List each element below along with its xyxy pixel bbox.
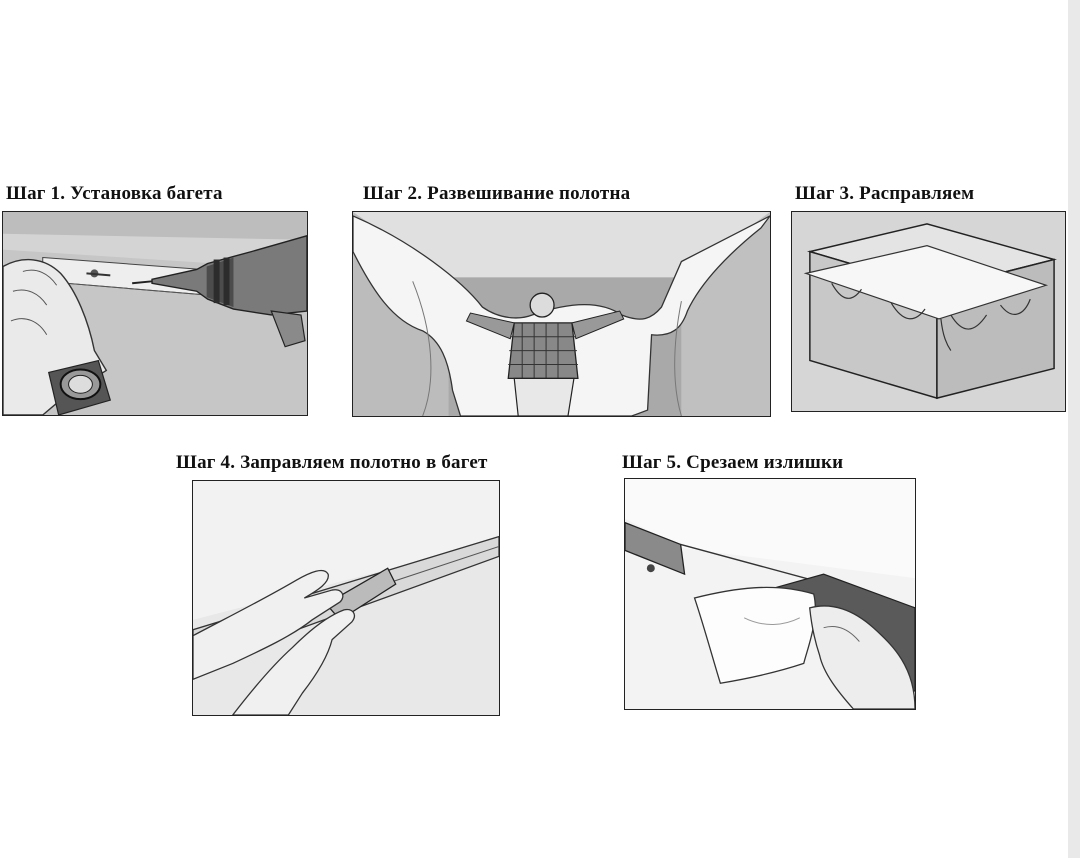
step-3-title: Шаг 3. Расправляем <box>795 183 975 204</box>
step-4-illustration <box>192 480 500 716</box>
step-3-illustration <box>791 211 1066 412</box>
step-2-title: Шаг 2. Развешивание полотна <box>363 183 631 204</box>
step-5-illustration <box>624 478 916 710</box>
step-4-drawing <box>193 481 499 715</box>
step-5-title: Шаг 5. Срезаем излишки <box>622 452 844 473</box>
step-2-illustration <box>352 211 771 417</box>
step-3-drawing <box>792 212 1065 411</box>
step-1-title: Шаг 1. Установка багета <box>6 183 223 204</box>
step-4-title: Шаг 4. Заправляем полотно в багет <box>176 452 488 473</box>
right-edge-strip <box>1068 0 1080 858</box>
step-1-drawing <box>3 212 307 415</box>
step-1-illustration <box>2 211 308 416</box>
step-5-drawing <box>625 479 915 709</box>
step-2-drawing <box>353 212 770 416</box>
